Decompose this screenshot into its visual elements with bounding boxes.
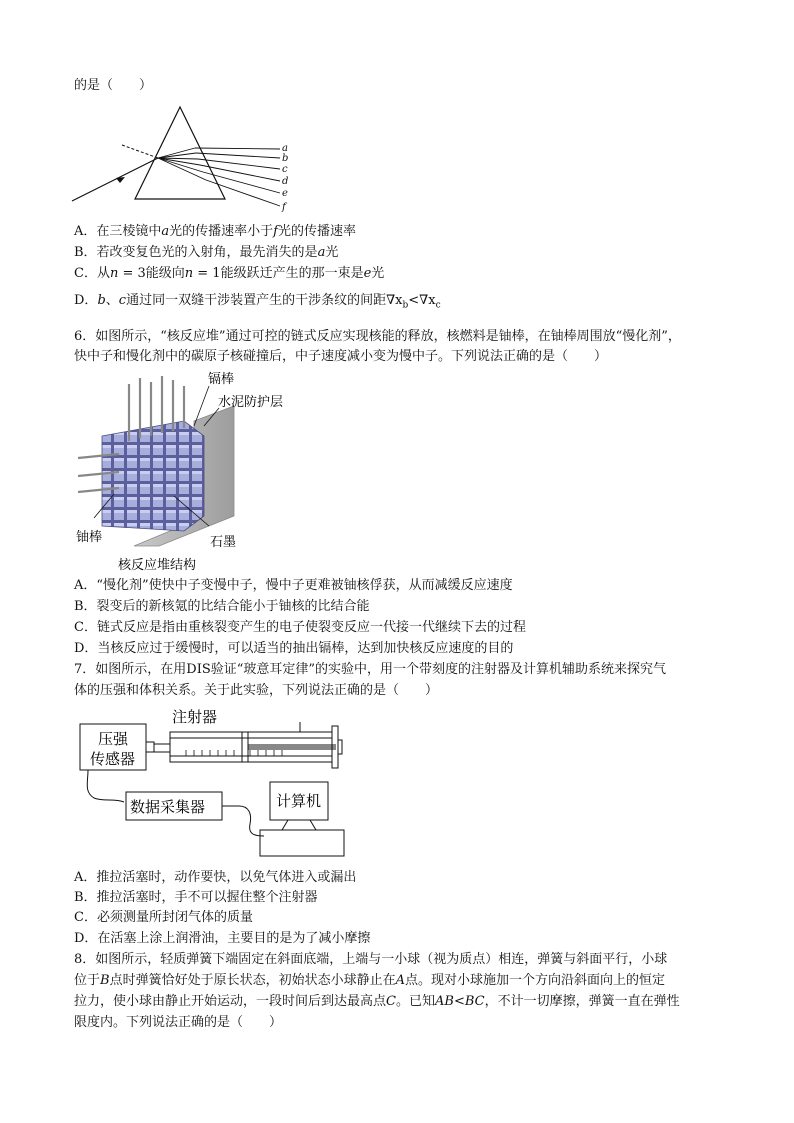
- q5-option-a: A．在三棱镜中a光的传播速率小于f光的传播速率: [74, 224, 356, 239]
- ray-label-d: d: [282, 176, 289, 187]
- prism-diagram: [70, 103, 300, 218]
- q7-option-d: D．在活塞上涂上润滑油，主要目的是为了减小摩擦: [74, 931, 371, 946]
- ray-label-c: c: [282, 164, 288, 175]
- q8-line2: 位于B点时弹簧恰好处于原长状态，初始状态小球静止在A点。现对小球施加一个方向沿斜面向上的恒定: [74, 973, 665, 988]
- q5-option-d: D．b、c通过同一双缝干涉装置产生的干涉条纹的间距$\nabla x_b<\nabla x_c$: [74, 293, 441, 311]
- label-concrete-layer: 水泥防护层: [218, 395, 284, 410]
- dis-apparatus-diagram: [74, 702, 364, 864]
- exit-rays: [195, 148, 280, 206]
- q6-option-a: A．“慢化剂”使快中子变慢中子，慢中子更难被铀核俘获，从而减缓反应速度: [74, 578, 513, 593]
- label-cadmium-rod: 镉棒: [208, 372, 235, 387]
- q8-line3: 拉力，使小球由静止开始运动，一段时间后到达最高点C。已知AB<BC，不计一切摩擦，弹簧一直在弹性: [74, 994, 680, 1009]
- q7-option-b: B．推拉活塞时，手不可以握住整个注射器: [74, 890, 318, 905]
- reactor-core: [102, 421, 204, 531]
- computer-base: [260, 830, 344, 856]
- q6-option-d: D．当核反应过于缓慢时，可以适当的抽出镉棒，达到加快核反应速度的目的: [74, 641, 514, 656]
- label-sensor-line1: 压强: [98, 730, 129, 748]
- label-uranium-rod: 铀棒: [76, 530, 103, 545]
- reactor-diagram: [74, 366, 314, 576]
- syringe-scale: [186, 750, 282, 756]
- ray-label-f: f: [282, 202, 286, 213]
- q7-stem-line1: 7．如图所示，在用DIS验证“玻意耳定律”的实验中，用一个带刻度的注射器及计算机辅助系统来探究气: [74, 662, 667, 677]
- q6-stem-line2: 快中子和慢化剂中的碳原子核碰撞后，中子速度减小变为慢中子。下列说法正确的是（ ）: [74, 349, 608, 364]
- q8-line1: 8．如图所示，轻质弹簧下端固定在斜面底端，上端与一小球（视为质点）相连，弹簧与斜面平行，小球: [74, 952, 668, 967]
- label-data-collector: 数据采集器: [130, 798, 206, 816]
- q7-option-a: A．推拉活塞时，动作要快，以免气体进入或漏出: [74, 870, 357, 885]
- reactor-caption: 核反应堆结构: [118, 558, 197, 573]
- q6-stem-line1: 6．如图所示，“核反应堆”通过可控的链式反应实现核能的释放，核燃料是铀棒，在铀棒周围放“慢化剂”，: [74, 329, 681, 344]
- normal-dashed-line: [122, 145, 158, 158]
- ray-label-b: b: [282, 153, 289, 164]
- label-syringe: 注射器: [172, 708, 218, 726]
- ray-label-a: a: [282, 143, 288, 154]
- q6-option-c: C．链式反应是指由重核裂变产生的电子使裂变反应一代接一代继续下去的过程: [74, 620, 526, 635]
- q7-option-c: C．必须测量所封闭气体的质量: [74, 910, 253, 925]
- label-graphite: 石墨: [210, 535, 237, 550]
- q6-option-b: B．裂变后的新核氪的比结合能小于铀核的比结合能: [74, 599, 370, 614]
- incident-arrow: [116, 177, 125, 183]
- label-sensor-line2: 传感器: [90, 750, 136, 768]
- q7-stem-line2: 体的压强和体积关系。关于此实验，下列说法正确的是（ ）: [74, 683, 439, 698]
- ray-label-e: e: [282, 188, 288, 199]
- q5-stem-tail: 的是（ ）: [74, 78, 153, 93]
- q5-option-b: B．若改变复色光的入射角，最先消失的是a光: [74, 245, 339, 260]
- q5-option-c: C．从n = 3能级向n = 1能级跃迁产生的那一束是e光: [74, 266, 385, 281]
- q8-line4: 限度内。下列说法正确的是（ ）: [74, 1015, 283, 1030]
- prism: [135, 107, 225, 199]
- label-computer: 计算机: [276, 792, 322, 810]
